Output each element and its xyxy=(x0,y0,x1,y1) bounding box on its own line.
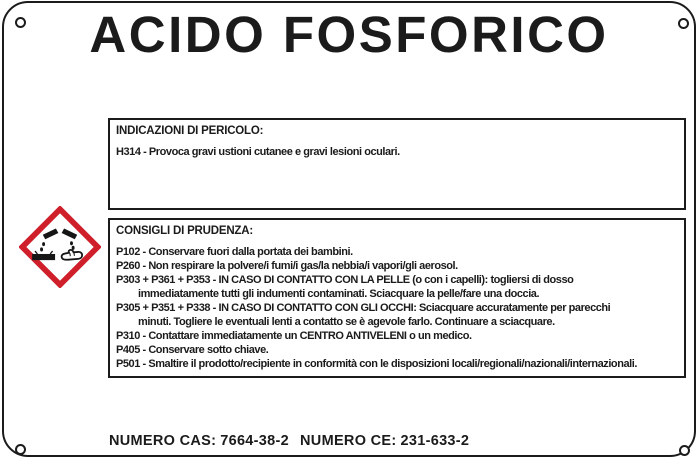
precaution-line-p260: P260 - Non respirare la polvere/i fumi/i gas/la nebbia/i vapori/gli aerosol. xyxy=(116,260,458,272)
sign-title: ACIDO FOSFORICO xyxy=(89,6,609,63)
mounting-hole-bottom-left xyxy=(15,444,26,455)
ce-number-value: 231-633-2 xyxy=(400,433,470,449)
cas-number-value: 7664-38-2 xyxy=(220,433,290,449)
precaution-line-p501: P501 - Smaltire il prodotto/recipiente in conformità con le disposizioni locali/regionali/nazionali/internazionali. xyxy=(116,358,637,370)
hazard-statements-box xyxy=(108,118,686,210)
precaution-line-p303-continued: immediatamente tutti gli indumenti contaminati. Sciacquare la pelle/fare una doccia. xyxy=(138,288,540,300)
safety-sign-panel xyxy=(2,1,696,457)
precautionary-statements-box xyxy=(108,218,686,378)
precaution-box-header: CONSIGLI DI PRUDENZA: xyxy=(116,225,253,237)
precaution-line-p303: P303 + P361 + P353 - IN CASO DI CONTATTO CON LA PELLE (o con i capelli): togliersi di dosso xyxy=(116,274,574,286)
precaution-line-p310: P310 - Contattare immediatamente un CENTRO ANTIVELENI o un medico. xyxy=(116,330,472,342)
hazard-box-header: INDICAZIONI DI PERICOLO: xyxy=(116,125,264,137)
cas-number-label: NUMERO CAS: xyxy=(109,433,217,449)
precaution-line-p305-continued: minuti. Togliere le eventuali lenti a contatto se è agevole farlo. Continuare a sciacquare. xyxy=(138,316,555,328)
hazard-statement-h314: H314 - Provoca gravi ustioni cutanee e gravi lesioni oculari. xyxy=(116,146,400,158)
registry-numbers xyxy=(109,433,469,449)
precaution-line-p405: P405 - Conservare sotto chiave. xyxy=(116,344,269,356)
precaution-line-p305: P305 + P351 + P338 - IN CASO DI CONTATTO CON GLI OCCHI: Sciacquare accuratamente per parecchi xyxy=(116,302,611,314)
precaution-line-p102: P102 - Conservare fuori dalla portata dei bambini. xyxy=(116,246,353,258)
pictogram-diamond-border xyxy=(22,209,97,284)
mounting-hole-top-right xyxy=(678,18,689,29)
ghs05-corrosion-icon xyxy=(19,206,101,288)
mounting-hole-top-left xyxy=(15,17,26,28)
mounting-hole-bottom-right xyxy=(679,445,690,456)
ce-number-label: NUMERO CE: xyxy=(300,433,397,449)
